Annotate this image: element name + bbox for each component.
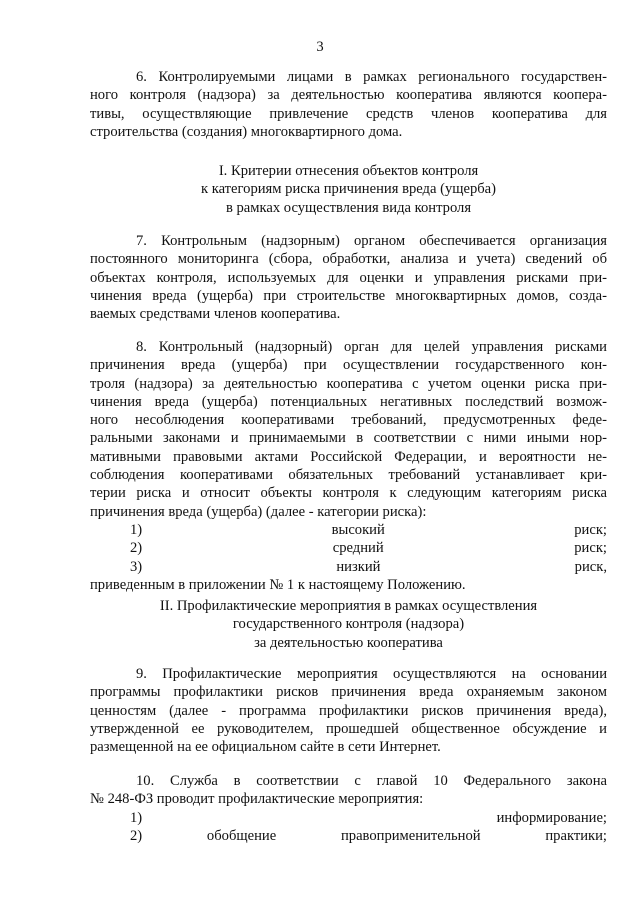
list-item: 2) средний риск; <box>130 540 607 557</box>
text-line: ного несоблюдения кооперативами требований, предусмотренных феде- <box>90 412 607 429</box>
text-line: чинения вреда (ущерба) при строительстве многоквартирных домов, созда- <box>90 287 607 304</box>
text-line: ваемых средствами членов кооператива. <box>90 306 341 323</box>
text-line: причинения вреда (ущерба) при осуществлении государственного кон- <box>90 357 607 374</box>
heading-line: к категориям риска причинения вреда (ущерба) <box>200 181 497 198</box>
text-line: соблюдения кооперативами обязательных требований устанавливает кри- <box>90 467 607 484</box>
section-heading-1 <box>90 162 607 217</box>
text-line: размещенной на ее официальном сайте в сети Интернет. <box>90 739 441 756</box>
text-line: причинения вреда (ущерба) (далее - категории риска): <box>90 503 427 520</box>
list-item: 1) высокий риск; <box>130 521 607 538</box>
paragraph-8 <box>90 338 607 594</box>
text-line: 6. Контролируемыми лицами в рамках регионального государствен- <box>136 69 607 85</box>
list-item: 3) низкий риск, <box>130 558 607 575</box>
text-line: ного контроля (надзора) за деятельностью кооператива являются коопера- <box>90 87 607 104</box>
text-line: строительства (создания) многоквартирного дома. <box>90 123 403 140</box>
text-line: 9. Профилактические мероприятия осуществляются на основании <box>136 666 607 682</box>
page-number: 3 <box>316 39 324 55</box>
paragraph-9 <box>90 665 607 756</box>
text-line: чинения вреда (ущерба) потенциальных негативных последствий возмож- <box>90 393 607 410</box>
text-line: объектах контроля, используемых для оценки и управления рисками при- <box>90 269 607 286</box>
list-item: 2) обобщение правоприменительной практики; <box>130 827 607 844</box>
heading-line: II. Профилактические мероприятия в рамках осуществления <box>159 598 538 614</box>
text-line: № 248-ФЗ проводит профилактические мероприятия: <box>90 791 424 808</box>
text-line: утвержденной ее руководителем, прошедшей общественное обсуждение и <box>90 720 607 737</box>
text-line: 8. Контрольный (надзорный) орган для целей управления рисками <box>136 339 607 355</box>
text-line: мативными правовыми актами Российской Федерации, и вероятности не- <box>90 448 607 465</box>
paragraph-7 <box>90 232 607 323</box>
text-line: приведенным в приложении № 1 к настоящему Положению. <box>90 576 466 593</box>
text-line: постоянного мониторинга (сбора, обработки, анализа и учета) сведений об <box>90 251 607 268</box>
heading-line: в рамках осуществления вида контроля <box>225 199 472 216</box>
text-line: ценностям (далее - программа профилактики рисков причинения вреда), <box>90 702 607 719</box>
text-line: программы профилактики рисков причинения вреда охраняемым законом <box>90 684 607 701</box>
text-line: ральными законами и принимаемыми в соответствии с ними иными нор- <box>90 430 607 447</box>
list-item: 1) информирование; <box>130 809 607 826</box>
text-line: троля (надзора) за деятельностью кооператива с учетом оценки риска при- <box>90 375 607 392</box>
text-line: тивы, осуществляющие привлечение средств членов кооператива для <box>90 105 607 122</box>
paragraph-10 <box>90 772 607 845</box>
section-heading-2 <box>90 597 607 652</box>
heading-line: I. Критерии отнесения объектов контроля <box>218 163 479 179</box>
paragraph-6 <box>90 68 607 141</box>
text-line: 10. Служба в соответствии с главой 10 Федерального закона <box>136 773 607 789</box>
heading-line: за деятельностью кооператива <box>254 634 443 651</box>
text-line: терии риска и относит объекты контроля к следующим категориям риска <box>90 485 607 502</box>
heading-line: государственного контроля (надзора) <box>232 616 465 633</box>
text-line: 7. Контрольным (надзорным) органом обеспечивается организация <box>136 233 607 249</box>
